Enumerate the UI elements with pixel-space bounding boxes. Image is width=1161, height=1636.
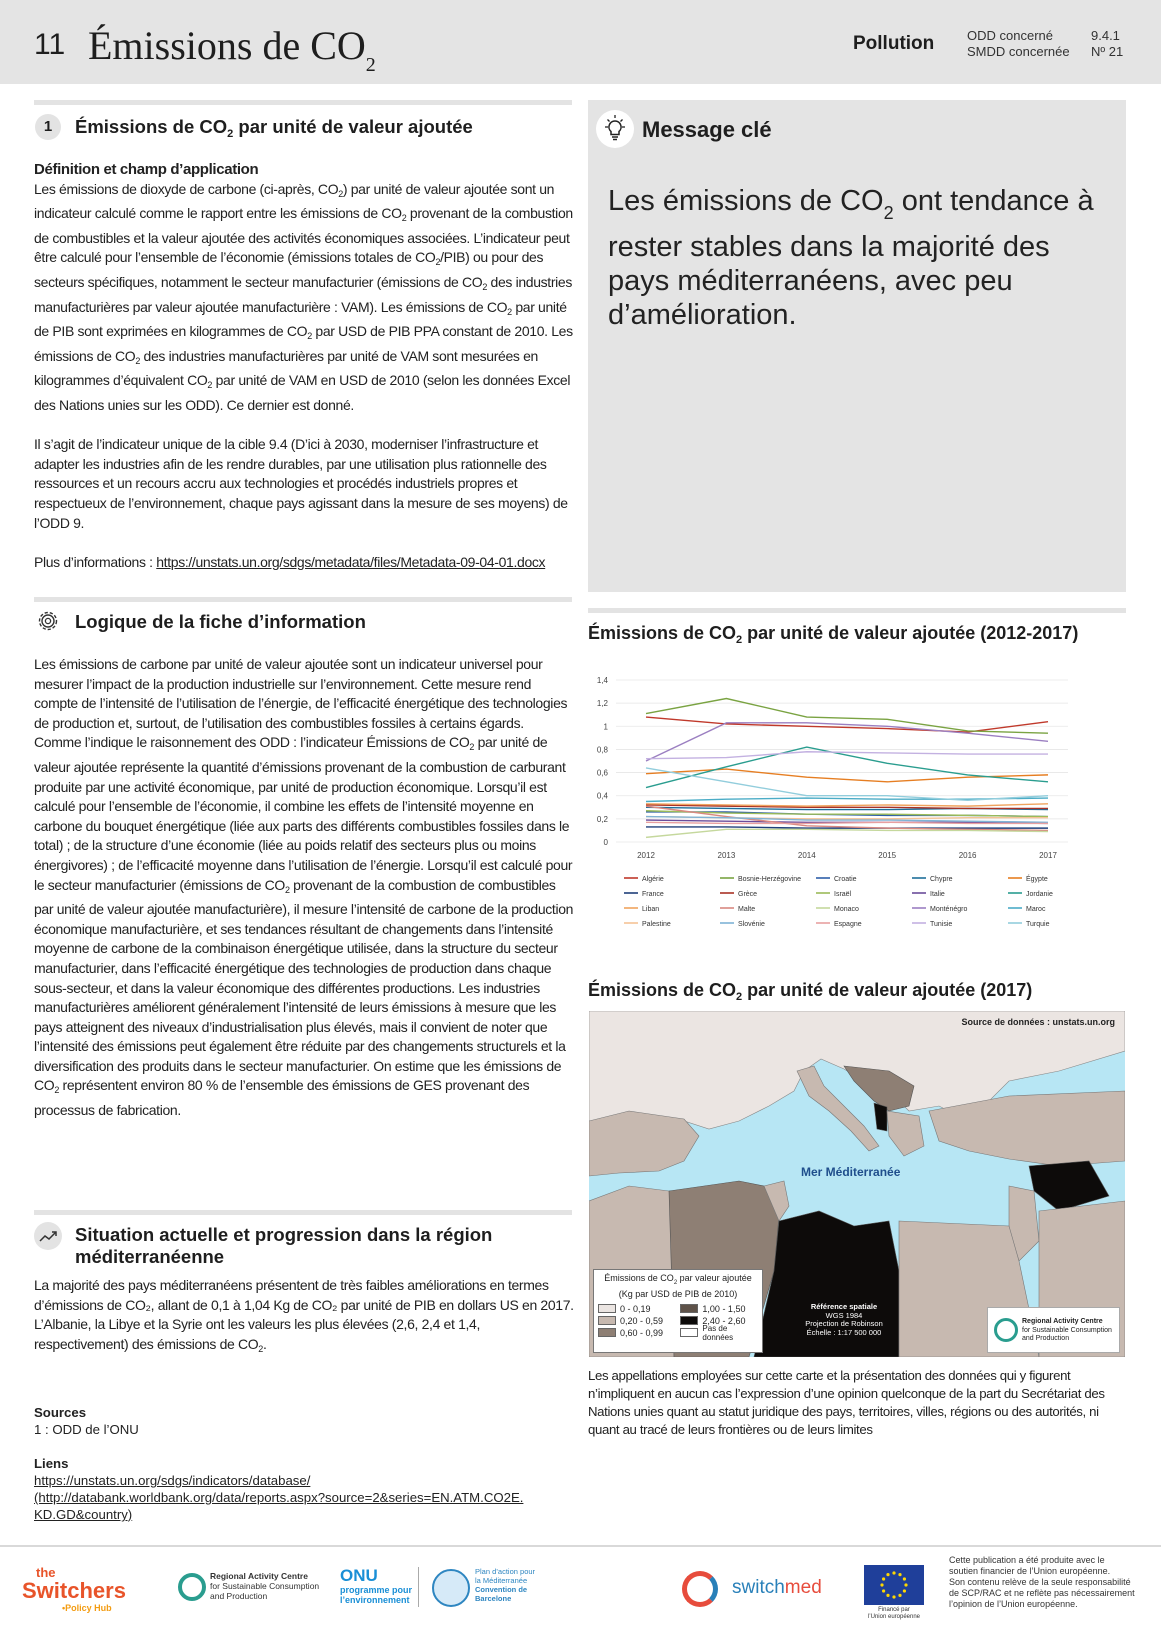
logo-divider — [418, 1567, 419, 1607]
metadata-link[interactable]: https://unstats.un.org/sdgs/metadata/files/Metadata-09-04-01.docx — [156, 553, 546, 570]
legend-label: Monaco — [834, 906, 859, 913]
link-unstats[interactable]: https://unstats.un.org/sdgs/indicators/database/ — [34, 1473, 311, 1488]
x-tick-label: 2015 — [878, 851, 897, 860]
legend-label: Jordanie — [1026, 891, 1053, 898]
legend-label: Tunisie — [930, 921, 953, 928]
link-worldbank[interactable]: (http://databank.worldbank.org/data/reports.aspx?source=2&series=EN.ATM.CO2E. — [34, 1490, 524, 1505]
more-info: Plus d’informations : https://unstats.un.org/sdgs/metadata/files/Metadata-09-04-01.docx — [34, 553, 546, 570]
y-tick-label: 0 — [603, 838, 608, 847]
section-rule — [34, 100, 572, 105]
legend-label: Malte — [738, 906, 756, 913]
albania-region — [874, 1103, 887, 1131]
choropleth-map — [589, 1011, 1125, 1357]
page-title: Émissions de $CO_2$ — [88, 23, 376, 76]
key-message-title: Message clé — [642, 117, 772, 142]
legend-label: Espagne — [834, 921, 862, 928]
page-header — [0, 0, 1161, 84]
section-number-badge: 1 — [35, 114, 61, 140]
legend-label: Égypte — [1026, 876, 1048, 883]
sources-heading: Sources — [34, 1405, 87, 1420]
meta-values: 9.4.1 Nº 21 — [1091, 28, 1124, 59]
series-line — [646, 769, 1048, 782]
legend-label: Turquie — [1026, 921, 1050, 928]
legend-label: Palestine — [642, 921, 671, 928]
legend-item: 0,60 - 0,99 — [598, 1327, 680, 1339]
rac-logo-text: Regional Activity Centre for Sustainable Consumption and Production — [210, 1571, 320, 1601]
legend-label: Croatie — [834, 876, 857, 883]
link-worldbank-cont[interactable]: KD.GD&country) — [34, 1507, 133, 1522]
legend-item: 0 - 0,19 — [598, 1303, 680, 1315]
x-tick-label: 2016 — [958, 851, 977, 860]
legend-label: Israël — [834, 891, 852, 898]
map-source: Source de données : unstats.un.org — [961, 1017, 1115, 1027]
y-tick-label: 0,6 — [596, 768, 608, 778]
sources-block — [34, 1404, 574, 1523]
legend-label: Chypre — [930, 876, 953, 883]
section1-body — [34, 160, 574, 572]
legend-label: Algérie — [642, 876, 664, 883]
unep-logo: ONU programme pour l’environnement — [340, 1566, 413, 1605]
chart2-title: Émissions de $CO_2$ par unité de valeur ajoutée (2017) — [588, 980, 1033, 1003]
section2-body — [34, 655, 574, 1121]
section3-title: Situation actuelle et progression dans la région méditerranéenne — [75, 1224, 493, 1267]
rac-logo-icon — [178, 1573, 206, 1601]
barcelona-logo-text: Plan d’action pour la Méditerranée Convention de Barcelone — [475, 1567, 536, 1603]
legend-title: Émissions de $CO_2$ par valeur ajoutée — [604, 1273, 752, 1286]
map-disclaimer: Les appellations employées sur cette carte et la présentation des données qui y figurent n’impliquent en aucun cas l’expression d’une opinion quelconque de la part du Secrétariat des Nations unies quant au statut juridique des pays, territoires, villes, régions ou des autorités, ni quant au tracé de leurs frontières ou de leurs limites — [588, 1368, 1105, 1437]
barcelona-convention-icon — [432, 1569, 470, 1607]
trend-icon — [34, 1222, 62, 1250]
x-tick-label: 2017 — [1039, 851, 1057, 860]
legend-item: Pas de données — [680, 1327, 758, 1339]
logic-paragraph-2: Comme l’indique le raisonnement des ODD : l’indicateur Émissions de $CO_2$ par unité de valeur ajoutée représente la quantité d’émissions provenant de la combustion de carburant produite par une activité économique, par unité de production économique. Lorsqu’il est calculé pour l’ensemble de l’économie, il combine les effets de l’intensité moyenne en carbone du bouquet énergétique (liée aux parts des différents combustibles fossiles dans le total) ; de la structure d’une économie (liée au poids relatif des secteurs plus ou moins énergivores) ; de l’efficacité moyenne dans l’utilisation de l’énergie. Lorsqu’il est calculé pour le secteur manufacturier (émissions de $CO_2$ provenant de la combustion de combustibles par unité de valeur ajoutée manufacturière), il mesure l’intensité de carbone de la production économique manufacturière, et ses tendances résultant de changements dans l’intensité moyenne de carbone de la combinaison énergétique utilisée, dans la structure du secteur manufacturier, dans l’efficacité énergétique des technologies de production dans chaque sous-secteur, et dans la valeur économique des différentes productions. Les industries manufacturières améliorent généralement l’intensité de leurs émissions à mesure que les pays atteignent des niveaux d’industrialisation plus élevés, mais il convient de noter que l’intensité des émissions peut également être réduite par des changements structurels et la diversification des produits dans le secteur manufacturier. On estime que les émissions de $CO_2$ représentent environ 80 % de l’ensemble des émissions de GES provenant des processus de fabrication. — [34, 734, 574, 1119]
legend-label: Liban — [642, 906, 660, 913]
x-tick-label: 2014 — [797, 851, 816, 860]
target-paragraph: Il s’agit de l’indicateur unique de la cible 9.4 (D’ici à 2030, moderniser l’infrastructure et adapter les industries afin de les rendre durables, par une utilisation plus rationnelle des ressources et un recours accru aux technologies et procédés industriels propres et respectueux de l’environnement, chaque pays agissant dans la mesure de ses moyens) de l’ODD 9. — [34, 436, 568, 531]
lightbulb-icon — [596, 110, 634, 148]
key-message-box — [588, 100, 1126, 592]
legend-label: Grèce — [738, 891, 758, 898]
switchers-logo: the Switchers •Policy Hub — [22, 1565, 126, 1613]
y-tick-label: 0,2 — [596, 814, 608, 824]
rac-map-logo: Regional Activity Centre for Sustainable Consumption and Production — [987, 1307, 1120, 1353]
definition-paragraph: Les émissions de dioxyde de carbone (ci-après, $CO_2$) par unité de valeur ajoutée sont un indicateur calculé comme le rapport entre les émissions de $CO_2$ provenant de la combustion de combustibles et la valeur ajoutée des activités économiques associées. L’indicateur peut être calculé pour l’ensemble de l’économie (émissions totales de $CO_2/PIB$) ou pour des secteurs spécifiques, notamment le secteur manufacturier (émissions de $CO_2$ des industries manufacturières par valeur ajoutée manufacturière : VAM). Les émissions de $CO_2$ par unité de PIB sont exprimées en kilogrammes de $CO_2$ par USD de PIB PPA constant de 2010. Les émissions de $CO_2$ des industries manufacturières par unité de VAM sont mesurées en kilogrammes d’équivalent $CO_2$ par unité de VAM en USD de 2010 (selon les données Excel des Nations unies sur les ODD). Ce dernier est donné. — [34, 180, 573, 413]
footer-logos — [0, 1545, 1161, 1636]
chart1-title: Émissions de $CO_2$ par unité de valeur ajoutée (2012-2017) — [588, 623, 1079, 646]
spatial-reference: Référence spatiale WGS 1984 Projection de Robinson Échelle : 1:17 500 000 — [805, 1302, 883, 1337]
map-legend — [593, 1269, 763, 1353]
legend-label: Bosnie-Herzégovine — [738, 876, 802, 883]
links-heading: Liens — [34, 1456, 69, 1471]
sea-label: Mer Méditerranée — [801, 1165, 901, 1179]
eu-disclaimer: Cette publication a été produite avec le soutien financier de l’Union européenne. Son contenu relève de la seule responsabilité de SCP/RAC et ne reflète pas nécessairement l’opinion de l’Union européenne. — [949, 1555, 1135, 1609]
switchmed-logo: switchmed — [732, 1577, 822, 1598]
legend-label: France — [642, 891, 664, 898]
section-rule — [588, 608, 1126, 613]
definition-heading: Définition et champ d’application — [34, 161, 259, 178]
section2-title: Logique de la fiche d’information — [75, 611, 366, 632]
y-tick-label: 0,8 — [596, 745, 608, 755]
y-tick-label: 1 — [603, 722, 608, 732]
series-line — [646, 747, 1048, 788]
section1-title: Émissions de $CO_2$ par unité de valeur ajoutée — [75, 116, 473, 140]
y-tick-label: 1,2 — [596, 699, 608, 709]
y-tick-label: 1,4 — [596, 676, 608, 685]
section-rule — [34, 1210, 572, 1215]
sources-item: 1 : ODD de l’ONU — [34, 1422, 139, 1437]
key-message-text: Les émissions de $CO_2$ ont tendance à rester stables dans la majorité des pays méditerranéens, avec peu d’amélioration. — [608, 185, 1094, 331]
x-tick-label: 2013 — [717, 851, 736, 860]
legend-item: 0,20 - 0,59 — [598, 1315, 680, 1327]
meta-labels: ODD concerné SMDD concernée — [967, 28, 1070, 59]
switchmed-icon — [682, 1571, 718, 1607]
legend-item: 1,00 - 1,50 — [680, 1303, 758, 1315]
legend-item: 2,40 - 2,60 — [680, 1315, 758, 1327]
y-tick-label: 0,4 — [596, 791, 608, 801]
spain-region — [589, 1111, 699, 1176]
legend-label: Maroc — [1026, 906, 1046, 913]
line-chart — [588, 668, 1098, 938]
eu-flag-icon — [864, 1565, 924, 1605]
legend-label: Monténégro — [930, 906, 968, 913]
eu-funded-label: Financé par l’Union européenne — [867, 1607, 921, 1620]
situation-paragraph: La majorité des pays méditerranéens présentent de très faibles améliorations en termes d’émissions de CO₂, allant de 0,1 à 1,04 Kg de CO₂ par unité de PIB en dollars US en 2017. L’Albanie, la Libye et la Syrie ont les valeurs les plus élevées (2,6, 2,4 et 1,4, respectivement) des émissions de $CO_2$. — [34, 1277, 574, 1354]
gear-icon — [34, 607, 62, 635]
category-label: Pollution — [853, 33, 935, 54]
rac-logo-icon — [994, 1318, 1018, 1342]
section-rule — [34, 597, 572, 602]
greece-region — [887, 1111, 924, 1156]
legend-label: Italie — [930, 891, 945, 898]
section3-body — [34, 1276, 574, 1359]
syria-region — [1029, 1161, 1109, 1211]
series-line — [646, 829, 1048, 837]
fact-sheet-number: 11 — [34, 28, 66, 61]
logic-paragraph-1: Les émissions de carbone par unité de valeur ajoutée sont un indicateur universel pour mesurer l’impact de la production industrielle sur l’environnement. Cette mesure rend compte de l’intensité de l’utilisation de l’énergie, de l’efficacité énergétique des technologies de production et, surtout, de l’utilisation des combustibles fossiles à certains égards. — [34, 656, 568, 731]
x-tick-label: 2012 — [637, 851, 655, 860]
legend-title-line2: (Kg par USD de PIB de 2010) — [618, 1288, 738, 1299]
legend-label: Slovénie — [738, 921, 765, 928]
